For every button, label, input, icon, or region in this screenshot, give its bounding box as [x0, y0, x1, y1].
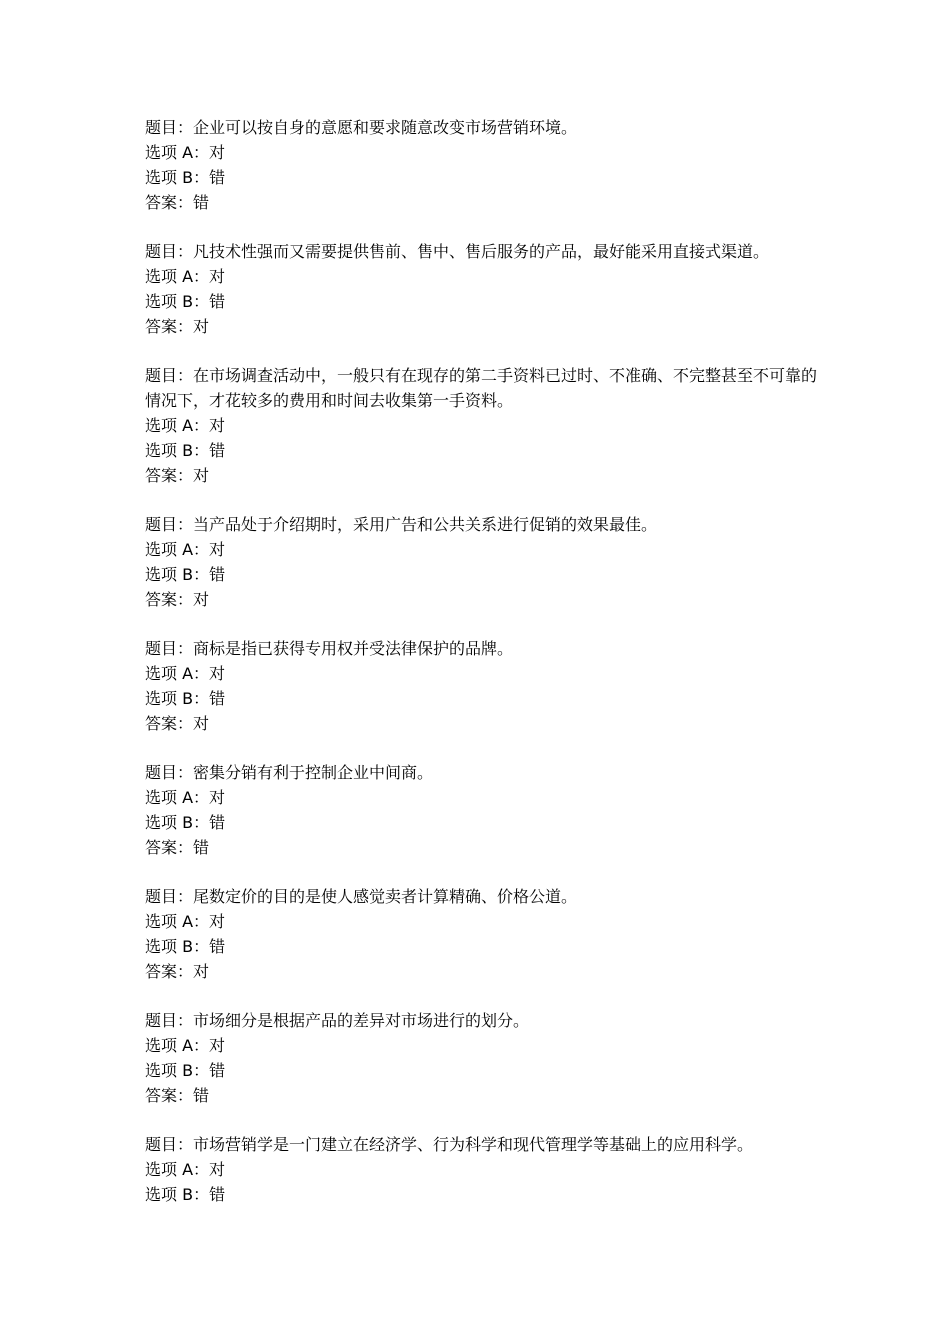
answer-label: 答案：	[145, 193, 194, 212]
question-text: 市场营销学是一门建立在经济学、行为科学和现代管理学等基础上的应用科学。	[193, 1135, 754, 1154]
option-a-line	[145, 537, 825, 562]
question-text: 企业可以按自身的意愿和要求随意改变市场营销环境。	[193, 118, 578, 137]
option-b-line	[145, 165, 825, 190]
question-line	[145, 636, 825, 661]
answer-line	[145, 1083, 825, 1108]
question-text: 凡技术性强而又需要提供售前、售中、售后服务的产品，最好能采用直接式渠道。	[193, 242, 770, 261]
question-line	[145, 512, 825, 537]
answer-label: 答案：	[145, 962, 194, 981]
option-a-line	[145, 1033, 825, 1058]
question-label: 题目：	[145, 639, 194, 658]
option-b-value: 错	[209, 689, 226, 708]
question-label: 题目：	[145, 242, 194, 261]
question-label: 题目：	[145, 887, 194, 906]
option-b-line	[145, 562, 825, 587]
option-a-label: 选项 A：	[145, 664, 210, 683]
option-b-label: 选项 B：	[145, 292, 210, 311]
option-a-line	[145, 264, 825, 289]
answer-label: 答案：	[145, 317, 194, 336]
question-label: 题目：	[145, 1135, 194, 1154]
question-line	[145, 884, 825, 909]
option-a-line	[145, 1157, 825, 1182]
option-b-label: 选项 B：	[145, 565, 210, 584]
answer-value: 对	[193, 714, 210, 733]
question-label: 题目：	[145, 1011, 194, 1030]
option-b-label: 选项 B：	[145, 937, 210, 956]
question-block	[145, 1132, 825, 1207]
answer-value: 错	[193, 838, 210, 857]
answer-label: 答案：	[145, 1086, 194, 1105]
question-block	[145, 1008, 825, 1108]
option-a-value: 对	[209, 664, 226, 683]
option-b-value: 错	[209, 1061, 226, 1080]
question-line	[145, 239, 825, 264]
option-a-line	[145, 785, 825, 810]
option-a-value: 对	[209, 143, 226, 162]
question-line	[145, 1132, 825, 1157]
option-b-label: 选项 B：	[145, 1061, 210, 1080]
answer-label: 答案：	[145, 838, 194, 857]
option-b-value: 错	[209, 1185, 226, 1204]
question-label: 题目：	[145, 763, 194, 782]
option-b-label: 选项 B：	[145, 168, 210, 187]
option-a-label: 选项 A：	[145, 416, 210, 435]
option-b-line	[145, 810, 825, 835]
option-b-line	[145, 438, 825, 463]
answer-value: 错	[193, 1086, 210, 1105]
question-text: 商标是指已获得专用权并受法律保护的品牌。	[193, 639, 514, 658]
option-a-label: 选项 A：	[145, 788, 210, 807]
option-b-value: 错	[209, 441, 226, 460]
question-block	[145, 636, 825, 736]
question-block	[145, 363, 825, 488]
question-text: 尾数定价的目的是使人感觉卖者计算精确、价格公道。	[193, 887, 578, 906]
answer-value: 对	[193, 962, 210, 981]
question-label: 题目：	[145, 118, 194, 137]
answer-value: 错	[193, 193, 210, 212]
question-text: 当产品处于介绍期时，采用广告和公共关系进行促销的效果最佳。	[193, 515, 658, 534]
question-label: 题目：	[145, 366, 194, 385]
option-b-value: 错	[209, 292, 226, 311]
option-a-value: 对	[209, 540, 226, 559]
option-a-value: 对	[209, 416, 226, 435]
option-b-label: 选项 B：	[145, 689, 210, 708]
answer-label: 答案：	[145, 590, 194, 609]
option-b-value: 错	[209, 168, 226, 187]
question-block	[145, 239, 825, 339]
option-b-label: 选项 B：	[145, 441, 210, 460]
question-line	[145, 115, 825, 140]
option-b-line	[145, 289, 825, 314]
option-a-label: 选项 A：	[145, 1036, 210, 1055]
option-b-value: 错	[209, 813, 226, 832]
option-a-line	[145, 140, 825, 165]
question-block	[145, 115, 825, 215]
question-line	[145, 1008, 825, 1033]
option-a-value: 对	[209, 788, 226, 807]
answer-line	[145, 190, 825, 215]
option-b-line	[145, 934, 825, 959]
answer-line	[145, 959, 825, 984]
option-b-line	[145, 686, 825, 711]
answer-value: 对	[193, 317, 210, 336]
option-b-value: 错	[209, 937, 226, 956]
answer-label: 答案：	[145, 466, 194, 485]
question-text: 密集分销有利于控制企业中间商。	[193, 763, 434, 782]
question-line	[145, 760, 825, 785]
option-a-label: 选项 A：	[145, 143, 210, 162]
answer-line	[145, 835, 825, 860]
answer-line	[145, 587, 825, 612]
question-line	[145, 363, 825, 413]
question-block	[145, 512, 825, 612]
option-a-value: 对	[209, 912, 226, 931]
question-list	[145, 115, 825, 1231]
option-a-line	[145, 909, 825, 934]
option-b-line	[145, 1182, 825, 1207]
option-a-line	[145, 413, 825, 438]
answer-line	[145, 314, 825, 339]
option-a-value: 对	[209, 1160, 226, 1179]
option-a-value: 对	[209, 1036, 226, 1055]
option-b-label: 选项 B：	[145, 1185, 210, 1204]
option-b-value: 错	[209, 565, 226, 584]
question-block	[145, 884, 825, 984]
option-a-label: 选项 A：	[145, 540, 210, 559]
answer-line	[145, 463, 825, 488]
question-text: 在市场调查活动中，一般只有在现存的第二手资料已过时、不准确、不完整甚至不可靠的情况下，才花较多的费用和时间去收集第一手资料。	[145, 366, 818, 410]
option-b-line	[145, 1058, 825, 1083]
question-label: 题目：	[145, 515, 194, 534]
option-a-label: 选项 A：	[145, 1160, 210, 1179]
option-b-label: 选项 B：	[145, 813, 210, 832]
question-block	[145, 760, 825, 860]
option-a-line	[145, 661, 825, 686]
answer-label: 答案：	[145, 714, 194, 733]
answer-value: 对	[193, 466, 210, 485]
question-text: 市场细分是根据产品的差异对市场进行的划分。	[193, 1011, 530, 1030]
answer-value: 对	[193, 590, 210, 609]
option-a-label: 选项 A：	[145, 267, 210, 286]
option-a-value: 对	[209, 267, 226, 286]
answer-line	[145, 711, 825, 736]
option-a-label: 选项 A：	[145, 912, 210, 931]
